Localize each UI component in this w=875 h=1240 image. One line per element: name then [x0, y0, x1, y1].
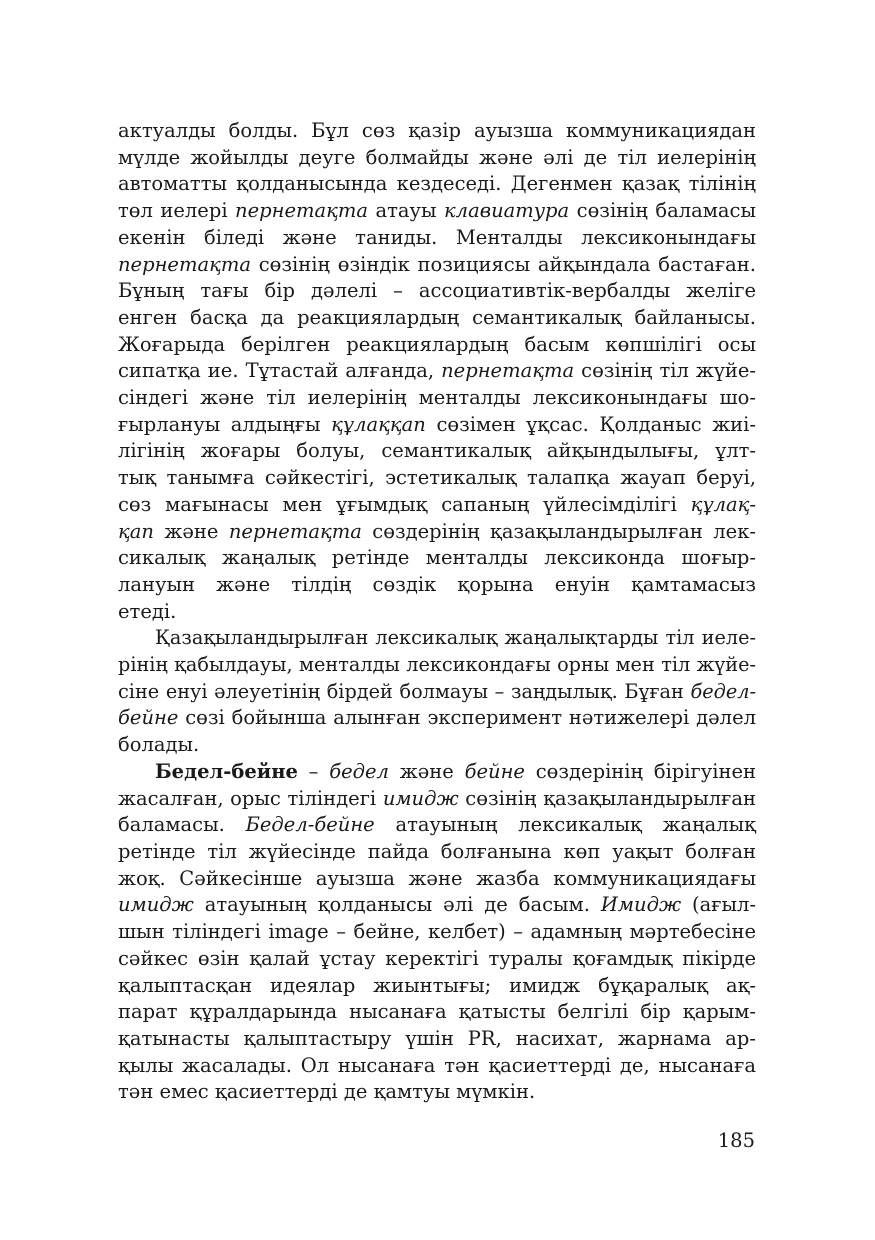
text-line	[118, 679, 756, 706]
text-run: атауының лексикалық жаңалық	[374, 813, 756, 837]
text-run: сәйкес өзін қалай ұстау керектігі туралы қоғамдық пікірде	[118, 946, 756, 970]
text-run: және	[388, 759, 465, 783]
text-line	[118, 892, 756, 919]
page-number: 185	[717, 1129, 755, 1152]
text-line	[118, 599, 756, 626]
text-run: рінің қабылдауы, менталды лексикондағы орны мен тіл жүйе-	[118, 653, 756, 677]
text-run: Жоғарыда берілген реакциялардың басым көпшілігі осы	[118, 332, 756, 356]
text-run: лануын және тілдің сөздік қорына енуін қамтамасыз	[118, 572, 756, 596]
text-run: атауы	[368, 199, 445, 223]
text-line	[118, 385, 756, 412]
text-line	[118, 412, 756, 439]
text-run: баламасы.	[118, 813, 246, 837]
text-run: сөздерінің қазақыландырылған лек-	[361, 519, 756, 543]
text-run: атауының қолданысы әлі де басым.	[193, 893, 601, 917]
text-run: және	[153, 519, 229, 543]
text-run: болады.	[118, 733, 200, 757]
italic-term: қап	[118, 519, 154, 543]
text-line	[118, 572, 756, 599]
text-run: –	[297, 759, 330, 783]
text-line	[118, 118, 756, 145]
text-run: сөз мағынасы мен ұғымдық сапаның үйлесімділігі	[118, 492, 691, 516]
italic-term: бедел-	[690, 679, 756, 703]
text-line	[118, 305, 756, 332]
text-run: жасалған, орыс тіліндегі	[118, 786, 383, 810]
text-run: Бұның тағы бір дәлелі – ассоциативтік-вербалды желіге	[118, 279, 756, 303]
text-line	[118, 625, 756, 652]
text-line	[118, 732, 756, 759]
italic-term: имидж	[118, 893, 194, 917]
italic-term: пернетақта	[118, 252, 251, 276]
text-run: сөзімен ұқсас. Қолданыс жиі-	[425, 412, 756, 436]
italic-term: құлақ-	[690, 492, 756, 516]
text-line	[118, 1079, 756, 1106]
text-line	[118, 652, 756, 679]
text-run: сикалық жаңалық ретінде менталды лексиконда шоғыр-	[118, 546, 756, 570]
text-line	[118, 839, 756, 866]
text-run: актуалды болды. Бұл сөз қазір ауызша коммуникациядан	[118, 119, 756, 142]
text-line	[118, 759, 756, 786]
text-run: тық танымға сәйкестігі, эстетикалық талапқа жауап беруі,	[118, 466, 756, 490]
text-run: мүлде жойылды деуге болмайды және әлі де тіл иелерінің	[118, 145, 756, 169]
text-line	[118, 999, 756, 1026]
text-run: сипатқа ие. Тұтастай алғанда,	[118, 359, 442, 383]
text-run: сөздерінің бірігуінен	[524, 759, 756, 783]
text-run: жоқ. Сәйкесінше ауызша және жазба коммуникациядағы	[118, 866, 756, 890]
text-run: сіндегі және тіл иелерінің менталды лексиконындағы шо-	[118, 386, 756, 410]
text-line	[118, 545, 756, 572]
text-line	[118, 866, 756, 893]
text-line	[118, 946, 756, 973]
italic-term: бейне	[464, 759, 525, 783]
text-line	[118, 278, 756, 305]
text-line	[118, 812, 756, 839]
text-run: сөзінің тіл жүйе-	[574, 359, 756, 383]
italic-term: имидж	[382, 786, 459, 810]
text-line	[118, 1053, 756, 1080]
text-run: тән емес қасиеттерді де қамтуы мүмкін.	[118, 1080, 536, 1104]
text-run: төл иелері	[118, 199, 236, 223]
text-line	[118, 786, 756, 813]
italic-term: бейне	[118, 706, 179, 730]
text-line	[118, 358, 756, 385]
text-line	[118, 973, 756, 1000]
italic-term: пернетақта	[441, 359, 575, 383]
paragraph	[118, 759, 756, 1106]
italic-term: бедел	[329, 759, 389, 783]
text-run: сөзінің қазақыландырылған	[458, 786, 756, 810]
text-run: сіне енуі әлеуетінің бірдей болмауы – заңдылық. Бұған	[118, 679, 691, 703]
italic-term: Бедел-бейне	[245, 813, 375, 837]
italic-term: пернетақта	[228, 519, 362, 543]
text-run: қатынасты қалыптастыру үшін PR, насихат, жарнама ар-	[118, 1026, 756, 1050]
text-run: етеді.	[118, 599, 177, 623]
text-run: автоматты қолданысында кездеседі. Дегенмен қазақ тілінің	[118, 172, 756, 196]
text-run: ретінде тіл жүйесінде пайда болғанына көп уақыт болған	[118, 839, 756, 863]
italic-term: пернетақта	[235, 199, 369, 223]
italic-term: клавиатура	[444, 199, 570, 223]
italic-term: Имидж	[600, 893, 682, 917]
text-line	[118, 171, 756, 198]
text-line	[118, 465, 756, 492]
text-line	[118, 705, 756, 732]
body-text	[118, 118, 756, 1106]
text-run: сөзінің өзіндік позициясы айқындала бастаған.	[251, 252, 756, 276]
text-line	[118, 919, 756, 946]
text-line	[118, 438, 756, 465]
text-line	[118, 492, 756, 519]
text-run: (ағыл-	[681, 893, 756, 917]
text-line	[118, 519, 756, 546]
italic-term: құлаққап	[331, 412, 426, 436]
text-run: сөзі бойынша алынған эксперимент нәтижелері дәлел	[178, 706, 756, 730]
text-run: ғырлануы алдыңғы	[118, 412, 332, 436]
text-run: парат құралдарында нысанаға қатысты белгілі бір қарым-	[118, 1000, 756, 1024]
text-run: лігінің жоғары болуы, семантикалық айқындылығы, ұлт-	[118, 439, 756, 463]
text-run: екенін біледі және таниды. Менталды лексиконындағы	[118, 225, 756, 249]
text-line	[118, 252, 756, 279]
text-run: шын тіліндегі image – бейне, келбет) – адамның мәртебесіне	[118, 920, 756, 944]
text-line	[118, 145, 756, 172]
text-run: қалыптасқан идеялар жиынтығы; имидж бұқаралық ақ-	[118, 973, 756, 997]
paragraph	[118, 625, 756, 759]
text-line	[118, 332, 756, 359]
bold-term: Бедел-бейне	[155, 759, 298, 783]
text-line	[118, 1026, 756, 1053]
text-run: қылы жасалады. Ол нысанаға тән қасиеттерді де, нысанаға	[118, 1053, 756, 1077]
text-line	[118, 198, 756, 225]
text-run: енген басқа да реакциялардың семантикалық байланысы.	[118, 305, 756, 329]
text-line	[118, 225, 756, 252]
text-run: сөзінің баламасы	[569, 199, 756, 223]
text-run: Қазақыландырылған лексикалық жаңалықтарды тіл иеле-	[155, 626, 756, 650]
paragraph	[118, 118, 756, 625]
